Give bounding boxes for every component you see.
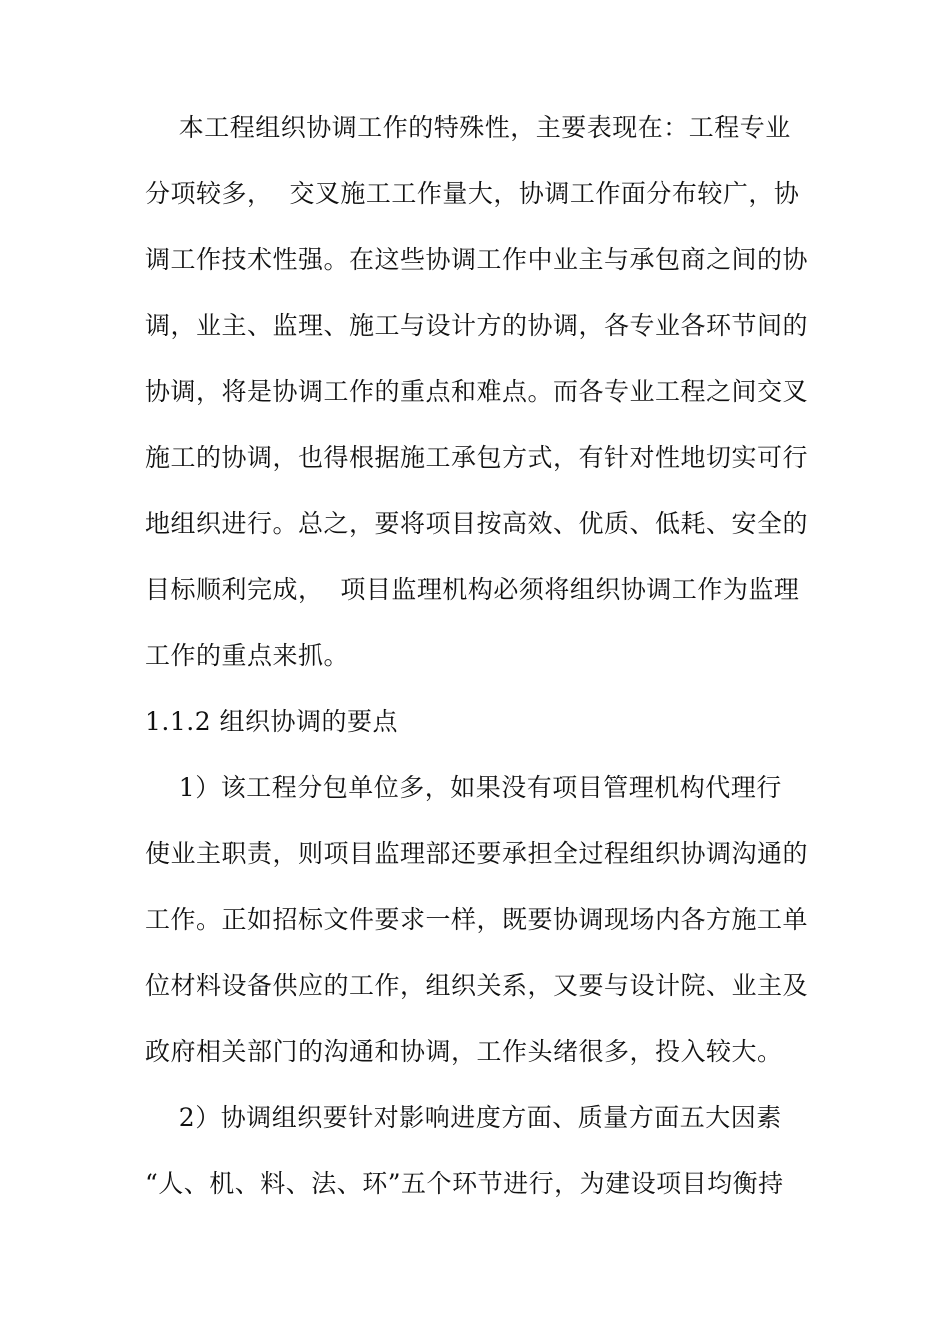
text-line: 1）该工程分包单位多，如果没有项目管理机构代理行 [145, 773, 782, 802]
text-line: 分项较多， 交叉施工工作量大，协调工作面分布较广，协 [145, 179, 800, 208]
text-line: 施工的协调，也得根据施工承包方式，有针对性地切实可行 [145, 443, 809, 472]
text-line: 目标顺利完成， 项目监理机构必须将组织协调工作为监理 [145, 575, 800, 604]
text-line: 调工作技术性强。在这些协调工作中业主与承包商之间的协 [145, 245, 809, 274]
text-line: 调，业主、监理、施工与设计方的协调，各专业各环节间的 [145, 311, 809, 340]
text-line: 工作。正如招标文件要求一样，既要协调现场内各方施工单 [145, 905, 809, 934]
text-line: 协调，将是协调工作的重点和难点。而各专业工程之间交叉 [145, 377, 809, 406]
text-line: 使业主职责，则项目监理部还要承担全过程组织协调沟通的 [145, 839, 809, 868]
text-line: “人、机、料、法、环”五个环节进行，为建设项目均衡持 [145, 1169, 784, 1198]
text-line: 2）协调组织要针对影响进度方面、质量方面五大因素 [145, 1103, 782, 1132]
text-line: 政府相关部门的沟通和协调，工作头绪很多，投入较大。 [145, 1037, 783, 1066]
text-line: 地组织进行。总之，要将项目按高效、优质、低耗、安全的 [145, 509, 809, 538]
text-line: 工作的重点来抓。 [145, 641, 350, 670]
section-heading: 1.1.2 组织协调的要点 [145, 707, 399, 736]
text-line: 位材料设备供应的工作，组织关系，又要与设计院、业主及 [145, 971, 809, 1000]
text-line: 本工程组织协调工作的特殊性，主要表现在：工程专业 [145, 113, 791, 142]
